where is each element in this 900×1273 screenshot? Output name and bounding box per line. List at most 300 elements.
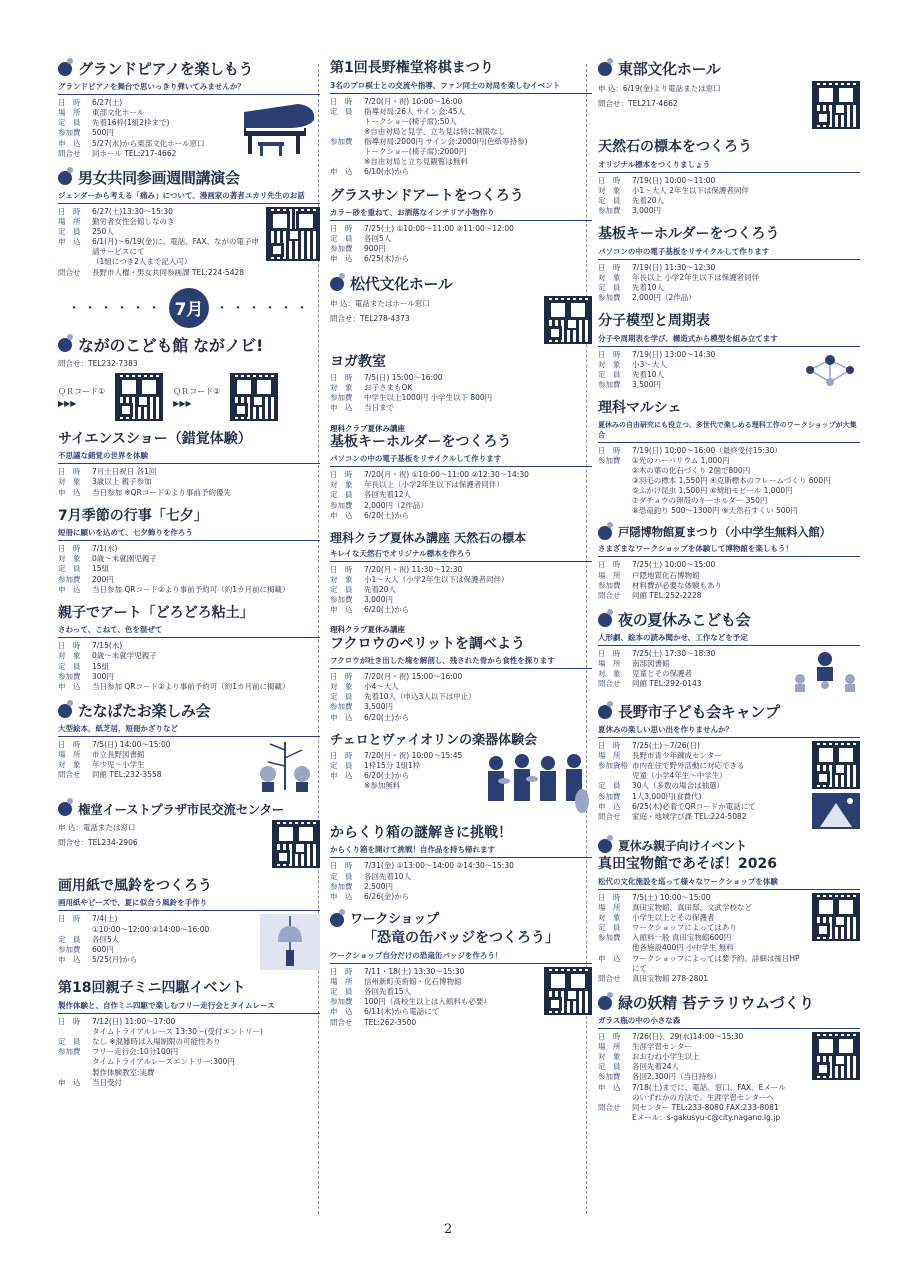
detail-row (330, 565, 592, 575)
detail-row (598, 571, 860, 581)
month-badge: 7月 (169, 288, 209, 328)
event-tennen-tobu (598, 139, 860, 216)
detail-value: ⑦ダチョウの卵殻のキーホルダー 350円 (632, 496, 768, 506)
detail-key: 日 時 (598, 648, 621, 658)
detail-key: 対 象 (330, 682, 353, 692)
detail-row (598, 913, 806, 923)
detail-row (58, 1037, 320, 1047)
grand-piano-icon (238, 98, 320, 158)
detail-row (598, 591, 860, 601)
detail-row (58, 477, 320, 487)
detail-key: 参加費 (598, 379, 621, 389)
detail-key: 日 時 (330, 96, 353, 106)
detail-key (58, 1057, 92, 1067)
detail-value: 長野市青少年錬成センター (632, 751, 722, 760)
detail-value: 6/26(金)から (364, 891, 410, 901)
detail-key: 申 込 (598, 801, 621, 811)
detail-key: 申 込 (58, 237, 81, 247)
detail-value: 児童とその保護者 (632, 669, 692, 679)
event-subtitle: 「恐竜の缶バッジをつくろう」 (363, 930, 559, 947)
detail-row (330, 713, 592, 723)
detail-value: 3,500円 (364, 702, 393, 712)
detail-row (330, 403, 592, 413)
detail-key: 対 象 (598, 272, 621, 282)
detail-value: 7/25(土)～7/26(日) (632, 740, 700, 750)
event-details (58, 544, 320, 595)
event-kiban-matsushiro (330, 424, 592, 521)
event-lead: ジェンダーから考える「痛み」について、漫画家の著者ユカリ先生のお話 (58, 190, 320, 204)
event-title: 男女共同参画週間講演会 (78, 168, 240, 187)
detail-value: TEL:262-3500 (364, 1017, 417, 1027)
event-title: 第18回親子ミニ四駆イベント (58, 980, 246, 997)
detail-key: 日 時 (58, 914, 81, 924)
detail-value: 当日参加 ※QRコード①より事前予約優先 (92, 487, 232, 497)
detail-row (598, 496, 860, 506)
qr-code[interactable] (544, 967, 592, 1015)
event-marche (598, 400, 860, 516)
detail-value: 1枠15分 1組1枠 (364, 761, 421, 770)
contact-apply: 申 込：6/19(金)より電話または窓口 (598, 84, 721, 93)
event-bunshi (598, 313, 860, 390)
event-title: 分子模型と周期表 (598, 313, 710, 329)
detail-row (598, 741, 806, 751)
detail-key: 申 込 (598, 953, 621, 963)
detail-value: 各回先着10人 (364, 871, 412, 881)
event-kicker: 夏休み親子向けイベント (618, 838, 747, 853)
contact-apply: 申 込：電話または窓口 (58, 822, 136, 832)
event-details (598, 263, 860, 304)
detail-key (598, 1093, 632, 1103)
facility-title: 東部文化ホール (618, 60, 721, 78)
detail-row (58, 935, 254, 945)
event-title: 理科マルシェ (598, 400, 682, 416)
detail-value: トークショー(椅子席):2000円 (364, 147, 467, 157)
detail-row (58, 1027, 320, 1037)
storytelling-icon (790, 649, 860, 693)
event-science (58, 431, 320, 498)
qr-code[interactable] (230, 373, 278, 421)
detail-key: 参加資格 (598, 761, 628, 771)
detail-row (58, 564, 320, 574)
event-camp (598, 703, 860, 829)
event-tanabata (58, 508, 320, 595)
detail-key: 定 員 (58, 934, 81, 944)
detail-value: なし ※混雑時は入場制限の可能性あり (92, 1037, 221, 1047)
detail-value: 小1～大人 2年生以下は保護者同伴 (632, 185, 749, 195)
detail-row (58, 118, 232, 128)
detail-key: 定 員 (330, 234, 353, 244)
detail-row (330, 167, 592, 177)
detail-row (598, 792, 806, 802)
detail-value: 6/10(水)から (364, 167, 410, 177)
arrow-icon: ▶▶▶ (173, 398, 192, 408)
detail-key: 申 込 (58, 487, 81, 497)
detail-value: 年少児～小学生 (92, 760, 145, 770)
event-togakushi (598, 526, 860, 601)
event-title: ワークショップ (350, 911, 439, 927)
detail-value: 7/25(土) 10:00～15:00 (632, 560, 716, 570)
detail-value: 7/20(月・祝) 10:00～16:00 (364, 96, 463, 106)
detail-row (58, 128, 232, 138)
detail-key (330, 117, 364, 127)
event-lead: 夏休みの自由研究にも役立つ、多世代で楽しめる理科工作のワークショップが大集合 (598, 420, 860, 443)
event-details (330, 373, 592, 414)
event-karakuri (330, 825, 592, 902)
detail-key (330, 157, 364, 167)
detail-row (598, 293, 860, 303)
detail-row (330, 470, 592, 480)
detail-row (58, 108, 232, 118)
detail-key: 定 員 (598, 195, 621, 205)
detail-value: のいずれかの方法で、生涯学習センターへ (632, 1092, 775, 1102)
detail-key: 定 員 (330, 761, 353, 770)
detail-value: 7月土日祝日 各1回 (92, 467, 157, 477)
event-lead: 3名のプロ棋士との交流や指導、ファン同士の対局を楽しむイベント (330, 80, 592, 94)
event-details (330, 672, 592, 723)
detail-key: 定 員 (330, 106, 353, 116)
tent-night-icon (812, 793, 860, 829)
detail-value: 3,500円 (632, 379, 661, 389)
detail-value: 6/25(木)必着でQRコードか電話にて (632, 801, 756, 811)
detail-value: ①光のハーバリウム 1,000円 (632, 455, 730, 465)
detail-row (598, 196, 860, 206)
detail-row (598, 206, 860, 216)
event-lead: パソコンの中の電子基板をリサイクルして作ります (598, 246, 860, 260)
detail-key: 定 員 (330, 692, 353, 702)
event-title: からくり箱の謎解きに挑戦！ (330, 824, 512, 841)
detail-row (330, 672, 592, 682)
detail-row (598, 812, 806, 822)
detail-key: 申 込 (58, 584, 81, 594)
event-tennen-matsushiro (330, 531, 592, 616)
detail-value: 7/5(日) 14:00～15:00 (92, 739, 171, 749)
detail-key: 対 象 (598, 669, 621, 679)
detail-value: 250人 (92, 227, 114, 236)
detail-key: 申 込 (330, 510, 353, 520)
event-details (598, 893, 806, 984)
detail-value: 入館料一般 真田宝物館600円 (632, 933, 732, 943)
detail-row (58, 207, 260, 217)
detail-value: 7/18(土)までに、電話、窓口、FAX、Eメール (632, 1082, 786, 1092)
detail-key: 問合せ (58, 267, 81, 277)
detail-value: 6/20(土)から (364, 712, 410, 722)
facility-title: 松代文化ホール (350, 274, 453, 293)
detail-key: 日 時 (58, 1016, 81, 1026)
detail-row (58, 682, 320, 692)
event-title: 理科クラブ夏休み講座 天然石の標本 (330, 530, 527, 545)
detail-key (330, 781, 364, 791)
detail-value: フリー走行会:10分100円 (92, 1047, 179, 1057)
event-lead: パソコンの中の電子基板をリサイクルして作ります (330, 453, 592, 467)
detail-row (58, 227, 260, 237)
detail-key: 定 員 (598, 369, 621, 379)
event-title: 真田宝物館であそぼ！2026 (598, 856, 777, 873)
detail-row (330, 761, 476, 771)
detail-key: 問合せ (330, 1017, 353, 1027)
qr-code[interactable] (812, 81, 860, 129)
detail-key: 場 所 (598, 659, 621, 668)
detail-value: 製作体験教室:実費 (92, 1067, 155, 1077)
detail-value: 当日受付 (92, 1077, 122, 1087)
detail-value: 7/20(月・祝) 10:00～15:45 (364, 750, 463, 760)
detail-key: 参加費 (330, 244, 353, 254)
event-lead: グランドピアノを舞台で思いっきり弾いてみませんか？ (58, 81, 320, 95)
event-title: 基板キーホルダーをつくろう (330, 433, 512, 450)
detail-value: 3,000円 (632, 205, 661, 215)
detail-key (598, 1113, 632, 1123)
detail-row (598, 456, 860, 466)
detail-row (598, 1062, 806, 1072)
detail-row (330, 575, 592, 585)
detail-key (598, 486, 632, 496)
event-yoru (598, 611, 860, 693)
event-title: フクロウのペリットを調べよう (330, 635, 526, 652)
event-lead: ガラス瓶の中の小さな森 (598, 1015, 860, 1029)
detail-key: 対 象 (598, 359, 621, 369)
detail-row (330, 97, 592, 107)
detail-row (58, 672, 320, 682)
detail-row (330, 872, 592, 882)
detail-key: 日 時 (598, 349, 621, 359)
detail-key: 対 象 (598, 185, 621, 195)
detail-value: 7/5(日) 15:00～16:00 (364, 373, 443, 382)
detail-value: 1人3,000円(食費代) (632, 791, 702, 801)
detail-key: 参加費 (598, 205, 621, 215)
detail-row (330, 861, 592, 871)
facility-title: ながのこども館 ながノビ! (78, 335, 263, 355)
detail-key: 対 象 (330, 383, 353, 393)
bullet-icon (598, 996, 612, 1010)
event-sanada (598, 839, 860, 984)
qr-code[interactable] (266, 207, 320, 261)
qr-code[interactable] (812, 741, 860, 789)
column-2 (330, 60, 592, 1038)
detail-key: 定 員 (598, 923, 621, 933)
detail-row (58, 217, 260, 227)
detail-key: 参加費 (330, 137, 353, 146)
detail-row (330, 127, 592, 137)
detail-value: ※参加無料 (364, 781, 401, 791)
event-fukuro (330, 625, 592, 722)
detail-key: 日 時 (598, 175, 621, 185)
detail-value: 2,000円（2作品） (632, 292, 696, 302)
detail-key: 参加費 (598, 455, 621, 465)
detail-row (330, 137, 592, 147)
detail-key: 申 込 (330, 1007, 353, 1017)
detail-value: 同センター TEL:233-8080 FAX:233-8081 (632, 1102, 779, 1112)
facility-nobi (58, 336, 320, 421)
detail-row (598, 659, 784, 669)
detail-row (58, 268, 260, 278)
detail-key: 申 込 (330, 891, 353, 901)
detail-row (58, 257, 260, 267)
detail-row (58, 914, 254, 924)
detail-key: 定 員 (330, 871, 353, 881)
detail-value: 小4～大人 (364, 682, 399, 692)
contact-phone: 問合せ：TEL217-4662 (598, 99, 678, 108)
detail-value: 各回先着12人 (364, 490, 412, 500)
detail-row (58, 662, 320, 672)
detail-value: 7/26(日)、29(水)14:00～15:30 (632, 1031, 744, 1041)
detail-key: 参加費 (58, 1047, 81, 1057)
detail-row (598, 380, 794, 390)
detail-key: 日 時 (330, 966, 353, 976)
wind-chime-icon (260, 914, 320, 970)
detail-row (58, 467, 320, 477)
facility-title: 権堂イーストプラザ市民交流センター (78, 801, 284, 817)
detail-row (58, 770, 244, 780)
detail-row (58, 544, 320, 554)
detail-key: 場 所 (58, 216, 81, 226)
contact-phone: 問合せ：TEL278-4373 (330, 313, 410, 323)
detail-value: お子さまもOK (364, 383, 413, 393)
bullet-icon (598, 705, 612, 719)
detail-row (330, 682, 592, 692)
event-lead: さまざまなワークショップを体験して博物館を楽しもう！ (598, 543, 860, 557)
detail-row (598, 1052, 806, 1062)
detail-key: 日 時 (58, 739, 81, 749)
detail-key: 日 時 (58, 206, 81, 216)
detail-value: ①10:00～12:00 ②14:00～16:00 (92, 924, 210, 934)
bullet-icon (58, 802, 72, 816)
detail-row (598, 176, 860, 186)
event-details (598, 560, 860, 601)
detail-key: 場 所 (58, 108, 81, 118)
detail-value: 3,000円 (364, 595, 393, 605)
detail-value: 15組 (92, 661, 110, 671)
detail-value: 2,500円 (364, 881, 393, 891)
dotted-divider: ・・・・・・ (67, 300, 163, 317)
detail-row (598, 954, 806, 974)
detail-value: 7/4(土) (92, 914, 118, 924)
event-details (58, 641, 320, 692)
event-lead: 分子や周期表を学び、構造式から模型を組み立てます (598, 333, 860, 347)
detail-value: 5/25(月)から (92, 954, 138, 964)
event-title: 画用紙で風鈴をつくろう (58, 877, 212, 894)
detail-key: 日 時 (330, 672, 353, 681)
event-lead: 短冊に願いを込めて、七夕飾りを作ろう (58, 527, 320, 541)
detail-value: 中学生以上1000円 小学生以下 800円 (364, 393, 493, 403)
detail-key: 問合せ (598, 679, 621, 689)
event-details (330, 751, 476, 792)
bullet-icon (58, 704, 72, 718)
detail-value: 7/31(金) ①13:00～14:00 ②14:30～15:30 (364, 861, 514, 871)
detail-value: 7/19(日) 11:30～12:30 (632, 262, 716, 272)
detail-row (330, 234, 592, 244)
detail-value: 7/19(日) 13:00～14:30 (632, 349, 716, 359)
detail-row (598, 1113, 806, 1123)
detail-value: 小3～大人 (632, 359, 667, 369)
event-details (598, 446, 860, 517)
contact-phone: 問合せ：TEL234-2906 (58, 837, 138, 847)
event-lead: カラー砂を重ねて、お洒落なインテリア小物作り (330, 207, 592, 221)
detail-value: ②木の葉の化石づくり 2個で800円 (632, 465, 751, 475)
detail-key (598, 476, 632, 486)
detail-key: 参加費 (598, 933, 621, 943)
detail-value: 小1～大人（小学2年生以下は保護者同伴） (364, 574, 509, 584)
event-title: 親子でアート「どろどろ粘土」 (58, 604, 254, 621)
qr-code[interactable] (544, 296, 592, 344)
event-title: 天然石の標本をつくろう (598, 139, 752, 155)
event-title: サイエンスショー（錯覚体験） (58, 430, 252, 447)
event-lead: 製作体験と、自作ミニ四駆で楽しむフリー走行会とタイムレース (58, 1000, 320, 1014)
detail-value: 6/20(土)から (364, 605, 410, 615)
detail-row (598, 186, 860, 196)
detail-row (598, 273, 860, 283)
event-sand (330, 188, 592, 265)
detail-row (598, 263, 860, 273)
detail-key: 日 時 (58, 467, 81, 477)
qr-code[interactable] (115, 373, 163, 421)
detail-key: 申 込 (330, 712, 353, 722)
detail-value: 7/20(月・祝) 11:30～12:30 (364, 564, 463, 574)
detail-row (330, 501, 592, 511)
detail-row (330, 771, 476, 781)
event-details (598, 176, 860, 217)
detail-row (598, 679, 784, 689)
detail-row (598, 1042, 806, 1052)
detail-row (330, 751, 476, 761)
detail-key: 定 員 (58, 227, 81, 236)
detail-key: 日 時 (330, 564, 353, 574)
bullet-icon (598, 839, 612, 853)
detail-row (330, 702, 592, 712)
detail-key: 対 象 (330, 574, 353, 584)
event-title: グラスサンドアートをつくろう (330, 187, 524, 204)
detail-key: 参加費 (58, 574, 81, 584)
detail-key: 定 員 (58, 564, 81, 574)
detail-row (330, 977, 538, 987)
detail-value: 東部文化ホール (92, 108, 145, 118)
detail-key: 申 込 (58, 1077, 81, 1087)
qr-code[interactable] (812, 1032, 860, 1080)
detail-value: 100円（高校生以上は入館料も必要） (364, 997, 491, 1007)
detail-key (330, 147, 364, 157)
detail-row (598, 802, 806, 812)
detail-value: 7/19(日) 10:00～16:00（最終受付15:30） (632, 445, 782, 455)
detail-key: 参加費 (58, 128, 81, 138)
detail-value: 6/20(土)から (364, 771, 410, 781)
detail-row (58, 1078, 320, 1088)
detail-key: 申 込 (598, 1082, 621, 1092)
qr-code[interactable] (272, 820, 320, 868)
detail-value: 同館 TEL:232-3558 (92, 770, 162, 780)
detail-key: 場 所 (58, 750, 81, 760)
event-yonku (58, 980, 320, 1087)
detail-key: 参加費 (598, 791, 621, 801)
facility-east-plaza (58, 802, 320, 868)
detail-value: 年長以上（小学2年生以下は保護者同伴） (364, 480, 504, 490)
detail-key: 日 時 (330, 224, 353, 233)
detail-key: 参加費 (330, 393, 353, 403)
detail-value: 200円 (92, 574, 114, 584)
detail-key: 参加費 (598, 1072, 621, 1082)
event-details (330, 565, 592, 616)
detail-value: 7/11・18(土) 13:30～15:30 (364, 966, 465, 976)
detail-row (330, 511, 592, 521)
detail-row (598, 771, 806, 781)
detail-value: 市内在住で野外活動に対応できる (632, 761, 745, 771)
event-title: 戸隠博物館夏まつり（小中学生無料入館） (618, 525, 831, 540)
qr-code[interactable] (812, 893, 860, 941)
detail-value: 小学生以上とその保護者 (632, 913, 715, 923)
detail-value: 6/20(土)から (364, 510, 410, 520)
detail-value: ⑤ふかけ昆虫 1,500円 ⑥琥珀モビール 1,000円 (632, 486, 793, 495)
contact-apply: 申 込：電話またはホール窓口 (330, 298, 430, 308)
arrow-icon: ▶▶▶ (58, 398, 77, 408)
detail-value: 900円 (364, 244, 386, 254)
detail-value: 7/5(土) 10:00～15:00 (632, 892, 711, 902)
